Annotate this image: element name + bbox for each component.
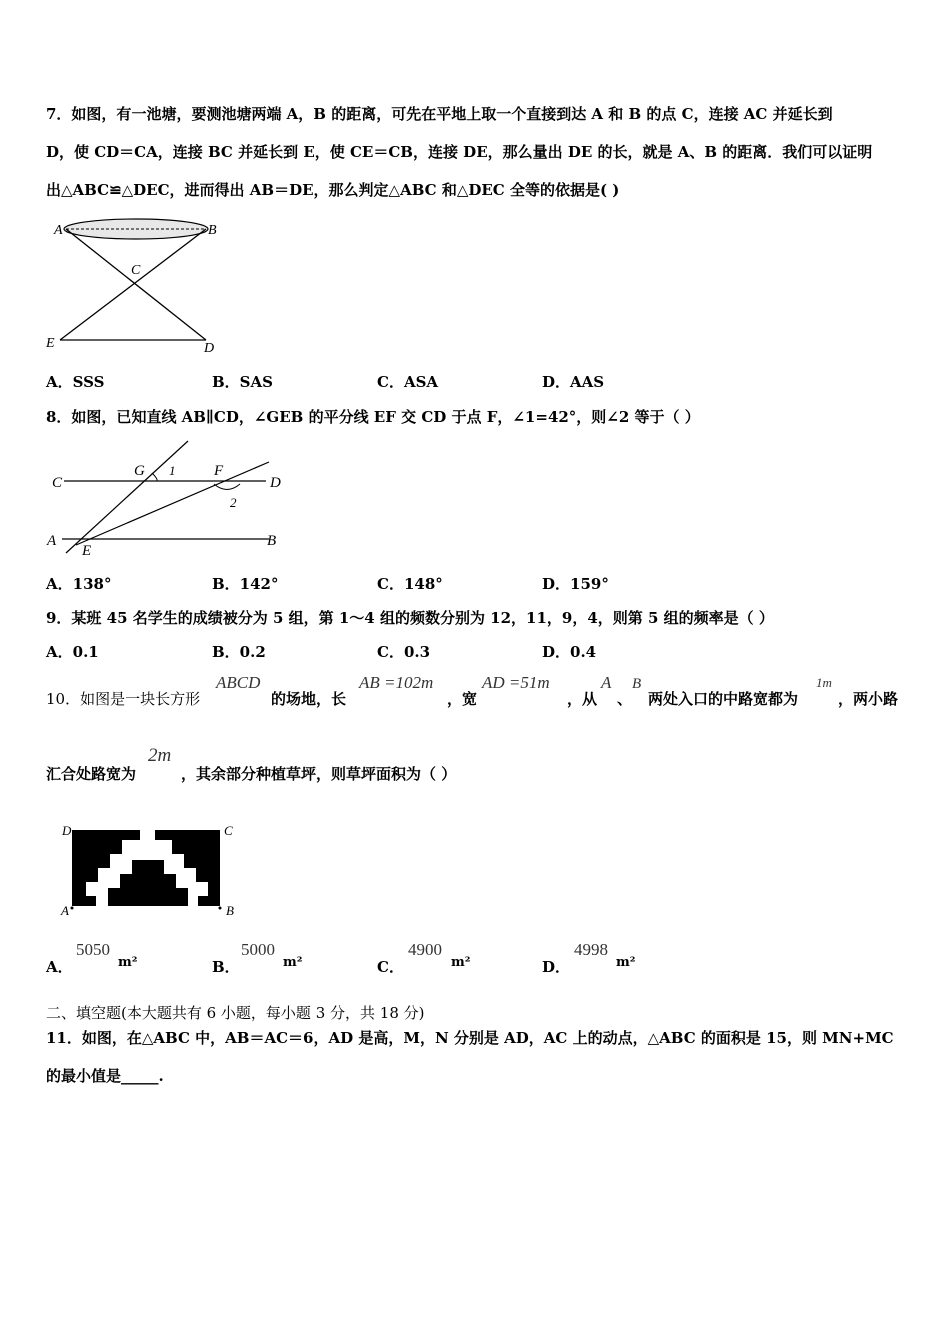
q8-option-a[interactable]: A．138°: [46, 575, 112, 593]
q7-option-b[interactable]: B．SAS: [212, 373, 273, 391]
q7-line3: 出△ABC≌△DEC，进而得出 AB＝DE，那么判定△ABC 和△DEC 全等的依据是( ): [46, 181, 620, 199]
q10-option-a-unit: m²: [118, 955, 138, 970]
q7-pond-figure: [44, 212, 234, 357]
q8-parallel-lines-figure: [44, 435, 294, 560]
q10-math-ab: AB =102m: [359, 673, 434, 692]
q10-line2-end: ，其余部分种植草坪，则草坪面积为（ ）: [181, 765, 457, 783]
section2-heading: 二、填空题(本大题共有 6 小题，每小题 3 分，共 18 分): [46, 1004, 425, 1022]
q10-math-a: A: [601, 673, 612, 692]
angle-2-arc: [214, 484, 240, 490]
q11-line2: 的最小值是_____.: [46, 1067, 164, 1085]
label-b: B: [208, 223, 217, 238]
q8-text: 8．如图，已知直线 AB∥CD，∠GEB 的平分线 EF 交 CD 于点 F，∠1=42°，则∠2 等于（ ）: [46, 408, 700, 426]
label-a: A: [61, 903, 69, 918]
q7-option-c[interactable]: C．ASA: [377, 373, 439, 391]
q10-option-d-letter: D．: [542, 958, 571, 976]
q10-option-c-value: 4900: [408, 940, 442, 959]
q10-option-c-letter: C．: [377, 958, 404, 976]
label-f: F: [214, 463, 224, 479]
q10-line1-from: ，从: [567, 690, 598, 708]
point-b: [219, 907, 222, 910]
label-angle-2: 2: [230, 495, 237, 510]
q10-line1-width: ，宽: [447, 690, 478, 708]
q8-option-b[interactable]: B．142°: [212, 575, 279, 593]
q9-option-b[interactable]: B．0.2: [212, 643, 266, 661]
q10-option-a-value: 5050: [76, 940, 110, 959]
label-e: E: [46, 336, 55, 351]
label-c: C: [131, 263, 141, 278]
q10-option-b-letter: B．: [212, 958, 240, 976]
line-eg: [66, 441, 188, 553]
q7-option-a[interactable]: A．SSS: [46, 373, 105, 391]
label-d: D: [204, 341, 215, 356]
q10-option-d-value: 4998: [574, 940, 608, 959]
q7-line1: 7．如图，有一池塘，要测池塘两端 A，B 的距离，可先在平地上取一个直接到达 A 和 B 的点 C，连接 AC 并延长到: [46, 105, 833, 123]
label-d: D: [270, 475, 281, 491]
q11-line1: 11．如图，在△ABC 中，AB＝AC＝6，AD 是高，M，N 分别是 AD，AC 上的动点，△ABC 的面积是 15，则 MN+MC: [46, 1029, 894, 1047]
angle-1-arc: [152, 473, 157, 481]
label-b: B: [226, 903, 234, 918]
point-a: [71, 907, 74, 910]
label-c: C: [224, 823, 233, 838]
q10-line1-sep: 、: [617, 690, 633, 708]
q9-option-d[interactable]: D．0.4: [542, 643, 597, 661]
label-a: A: [47, 533, 57, 549]
q10-math-1m: 1m: [816, 675, 832, 690]
label-a: A: [54, 223, 63, 238]
q10-line1-path: 两处入口的中路宽都为: [648, 690, 799, 708]
q10-math-2m: 2m: [148, 745, 172, 766]
q8-option-d[interactable]: D．159°: [542, 575, 609, 593]
q9-text: 9．某班 45 名学生的成绩被分为 5 组，第 1～4 组的频数分别为 12，11，9，4，则第 5 组的频率是（ ）: [46, 609, 774, 627]
q10-line2-start: 汇合处路宽为: [46, 765, 137, 783]
label-angle-1: 1: [169, 463, 176, 478]
label-c: C: [52, 475, 63, 491]
q10-math-abcd: ABCD: [216, 673, 261, 692]
lawn-middle: [108, 860, 188, 906]
q7-option-d[interactable]: D．AAS: [542, 373, 605, 391]
q10-line1-end: ，两小路: [838, 690, 899, 708]
q10-line1-intro: 10．如图是一块长方形: [46, 690, 201, 708]
q10-field-figure: [58, 820, 248, 922]
q10-option-a-letter: A．: [46, 958, 73, 976]
q10-math-ad: AD =51m: [482, 673, 550, 692]
q10-option-d-unit: m²: [616, 955, 636, 970]
q9-option-c[interactable]: C．0.3: [377, 643, 431, 661]
q10-option-b-unit: m²: [283, 955, 303, 970]
q7-line2: D，使 CD＝CA，连接 BC 并延长到 E，使 CE＝CB，连接 DE，那么量出 DE 的长，就是 A、B 的距离．我们可以证明: [46, 143, 873, 161]
q10-line1-field: 的场地，长: [271, 690, 347, 708]
label-e: E: [82, 543, 92, 559]
q10-option-c-unit: m²: [451, 955, 471, 970]
label-b: B: [267, 533, 277, 549]
label-g: G: [134, 463, 145, 479]
label-d: D: [62, 823, 72, 838]
q10-math-b: B: [632, 676, 642, 692]
q10-option-b-value: 5000: [241, 940, 275, 959]
q8-option-c[interactable]: C．148°: [377, 575, 443, 593]
q9-option-a[interactable]: A．0.1: [46, 643, 99, 661]
